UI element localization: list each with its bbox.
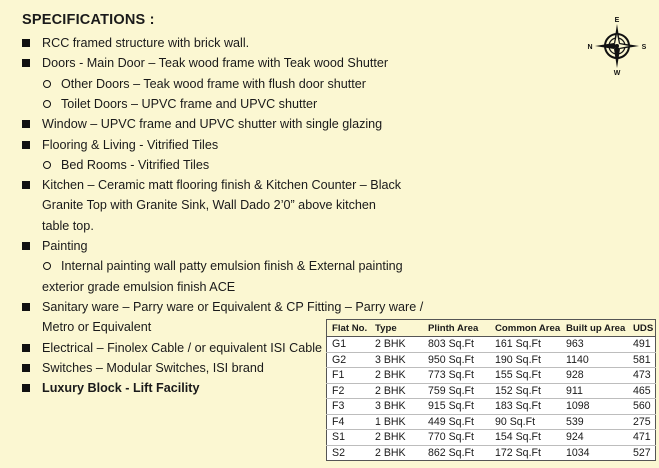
table-cell: 90 Sq.Ft [490,414,561,430]
square-bullet-icon [22,384,30,392]
table-cell: 963 [561,337,628,353]
table-cell: G2 [327,352,371,368]
col-plinth-area: Plinth Area [423,320,490,337]
table-cell: 449 Sq.Ft [423,414,490,430]
table-cell: 172 Sq.Ft [490,445,561,461]
spec-item-text: Flooring & Living - Vitrified Tiles [42,137,219,152]
spec-item-text: Luxury Block - Lift Facility [42,381,200,396]
spec-item-text: Window – UPVC frame and UPVC shutter with single glazing [42,117,383,132]
table-cell: G1 [327,337,371,353]
table-cell: 155 Sq.Ft [490,368,561,384]
table-cell: 950 Sq.Ft [423,352,490,368]
spec-item-text: Internal painting wall patty emulsion finish & External painting [61,259,403,274]
circle-bullet-icon [43,262,51,270]
table-cell: 2 BHK [370,445,423,461]
table-cell: 2 BHK [370,337,423,353]
table-cell: 183 Sq.Ft [490,399,561,415]
table-cell: F3 [327,399,371,415]
table-cell: F1 [327,368,371,384]
spec-item-text: exterior grade emulsion finish ACE [42,279,236,294]
square-bullet-icon [22,120,30,128]
col-type: Type [370,320,423,337]
table-cell: 911 [561,383,628,399]
table-cell: 3 BHK [370,399,423,415]
circle-bullet-icon [43,161,51,169]
table-cell: 2 BHK [370,368,423,384]
spec-item-text: RCC framed structure with brick wall. [42,36,250,50]
spec-item-text: Doors - Main Door – Teak wood frame with Teak wood Shutter [42,56,389,71]
table-cell: 190 Sq.Ft [490,352,561,368]
page-title: SPECIFICATIONS : [22,12,155,28]
table-row [327,430,656,446]
table-cell: F4 [327,414,371,430]
col-uds: UDS [628,320,656,337]
compass-label-left: N [587,44,593,51]
table-cell: 491 [628,337,656,353]
circle-bullet-icon [43,100,51,108]
spec-item-text: Sanitary ware – Parry ware or Equivalent & CP Fitting – Parry ware / [42,299,424,314]
col-common-area: Common Area [490,320,561,337]
spec-item-text: Other Doors – Teak wood frame with flush door shutter [61,76,366,91]
table-cell: F2 [327,383,371,399]
table-cell: 154 Sq.Ft [490,430,561,446]
table-cell: 3 BHK [370,352,423,368]
table-cell: 560 [628,399,656,415]
table-cell: 1140 [561,352,628,368]
compass-label-bottom: W [613,70,621,76]
table-cell: S2 [327,445,371,461]
table-cell: 915 Sq.Ft [423,399,490,415]
table-cell: 1 BHK [370,414,423,430]
square-bullet-icon [22,39,30,47]
table-header-row [327,320,656,337]
square-bullet-icon [22,141,30,149]
square-bullet-icon [22,181,30,189]
table-cell: 161 Sq.Ft [490,337,561,353]
table-row [327,337,656,353]
table-cell: 539 [561,414,628,430]
compass-icon [587,16,647,76]
spec-item-text: Granite Top with Granite Sink, Wall Dado 2’0” above kitchen [42,198,376,213]
square-bullet-icon [22,59,30,67]
spec-item-text: table top. [42,218,94,233]
table-row [327,368,656,384]
table-cell: 2 BHK [370,430,423,446]
spec-item-text: Kitchen – Ceramic matt flooring finish & Kitchen Counter – Black [42,178,402,193]
table-cell: 275 [628,414,656,430]
compass-label-right: S [641,44,647,51]
compass-label-top: E [614,17,620,24]
table-row [327,414,656,430]
table-cell: 527 [628,445,656,461]
area-table [326,319,656,461]
spec-item-text: Electrical – Finolex Cable / or equivalent ISI Cable [42,340,323,355]
table-cell: 465 [628,383,656,399]
square-bullet-icon [22,242,30,250]
table-cell: 862 Sq.Ft [423,445,490,461]
table-cell: 152 Sq.Ft [490,383,561,399]
table-cell: 473 [628,368,656,384]
square-bullet-icon [22,344,30,352]
table-cell: 928 [561,368,628,384]
table-cell: 1034 [561,445,628,461]
spec-item-text: Bed Rooms - Vitrified Tiles [61,157,210,172]
table-cell: 2 BHK [370,383,423,399]
table-cell: 770 Sq.Ft [423,430,490,446]
table-cell: 759 Sq.Ft [423,383,490,399]
square-bullet-icon [22,303,30,311]
table-row [327,383,656,399]
table-cell: 471 [628,430,656,446]
table-cell: 924 [561,430,628,446]
spec-item-text: Metro or Equivalent [42,320,152,335]
col-flat-no: Flat No. [327,320,371,337]
col-built-up-area: Built up Area [561,320,628,337]
spec-item-text: Toilet Doors – UPVC frame and UPVC shutter [61,96,318,111]
spec-item-text: Switches – Modular Switches, ISI brand [42,360,264,375]
table-cell: 1098 [561,399,628,415]
table-row [327,352,656,368]
table-row [327,445,656,461]
table-cell: 803 Sq.Ft [423,337,490,353]
table-cell: 773 Sq.Ft [423,368,490,384]
circle-bullet-icon [43,80,51,88]
table-cell: 581 [628,352,656,368]
spec-item-text: Painting [42,239,88,253]
table-row [327,399,656,415]
square-bullet-icon [22,364,30,372]
table-cell: S1 [327,430,371,446]
